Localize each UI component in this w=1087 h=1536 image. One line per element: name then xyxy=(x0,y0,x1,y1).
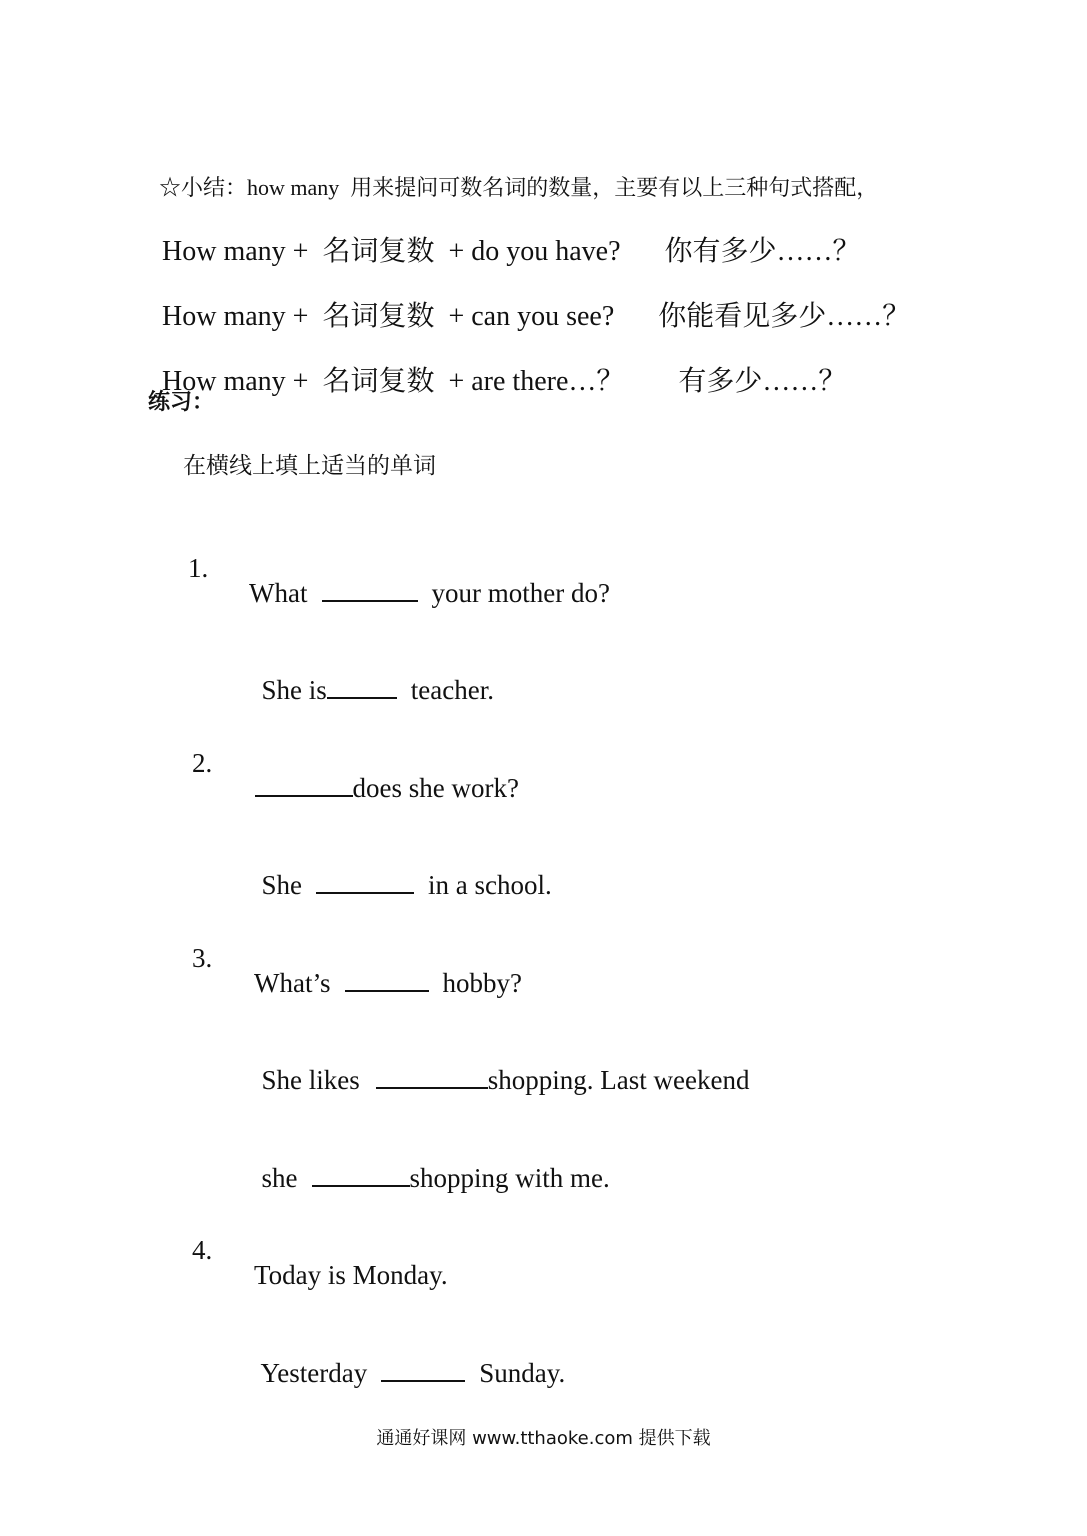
answer-text-after: shopping. Last weekend xyxy=(487,1065,750,1095)
pattern-3 xyxy=(148,340,846,396)
question-text-after: your mother do? xyxy=(431,578,610,608)
star-icon: ☆ xyxy=(159,175,182,200)
answer-text-before: She is xyxy=(261,675,327,705)
answer-text-before: Yesterday xyxy=(260,1358,368,1388)
pattern-english: How many + 名词复数 + can you see? xyxy=(162,301,615,332)
answer-3-continued xyxy=(248,1138,610,1192)
practice-label: 练习： xyxy=(148,390,215,415)
answer-blank[interactable] xyxy=(322,599,418,602)
summary-text: 小结：how many 用来提问可数名词的数量，主要有以上三种句式搭配， xyxy=(181,175,879,200)
pattern-english: How many + 名词复数 + are there…？ xyxy=(162,366,625,397)
question-4 xyxy=(241,1235,448,1289)
pattern-english: How many + 名词复数 + do you have? xyxy=(162,236,621,267)
instruction-text: 在横线上填上适当的单词 xyxy=(183,453,436,479)
answer-blank[interactable] xyxy=(381,1379,465,1382)
answer-3 xyxy=(248,1040,749,1094)
question-text-before: What’s xyxy=(254,968,331,998)
answer-4 xyxy=(248,1333,565,1387)
pattern-chinese: 你有多少……？ xyxy=(664,236,861,267)
answer-2 xyxy=(248,845,552,899)
answer-blank[interactable] xyxy=(345,989,429,992)
question-3 xyxy=(241,943,522,997)
answer-text-before: She likes xyxy=(261,1065,360,1095)
question-text-after: does she work? xyxy=(352,773,519,803)
answer-blank[interactable] xyxy=(312,1184,410,1187)
question-number: 4. xyxy=(192,1235,213,1265)
pattern-chinese: 你能看见多少……？ xyxy=(658,301,911,332)
pattern-chinese: 有多少……？ xyxy=(678,366,847,397)
answer-blank[interactable] xyxy=(255,794,353,797)
answer-text-after: Sunday. xyxy=(479,1358,566,1388)
question-text-after: hobby? xyxy=(442,968,522,998)
answer-1 xyxy=(248,650,494,704)
question-number: 3. xyxy=(192,943,213,973)
answer-blank[interactable] xyxy=(316,891,414,894)
question-text-before: What xyxy=(249,578,308,608)
answer-text-after: in a school. xyxy=(428,870,552,900)
footer-text: 通通好课网 www.tthaoke.com 提供下载 xyxy=(376,1428,711,1449)
pattern-2 xyxy=(148,275,910,331)
answer-text-after: shopping with me. xyxy=(409,1163,610,1193)
answer-blank[interactable] xyxy=(376,1086,488,1089)
pattern-1 xyxy=(148,210,861,266)
answer-blank[interactable] xyxy=(327,696,397,699)
question-text-before: Today is Monday. xyxy=(254,1260,448,1290)
question-number: 1. xyxy=(188,553,209,583)
answer-text-before: She xyxy=(261,870,302,900)
answer-text-after: teacher. xyxy=(410,675,494,705)
question-number: 2. xyxy=(192,748,213,778)
summary-line xyxy=(148,155,878,199)
question-2 xyxy=(241,748,519,802)
question-1 xyxy=(236,553,610,607)
answer-text-before: she xyxy=(261,1163,298,1193)
